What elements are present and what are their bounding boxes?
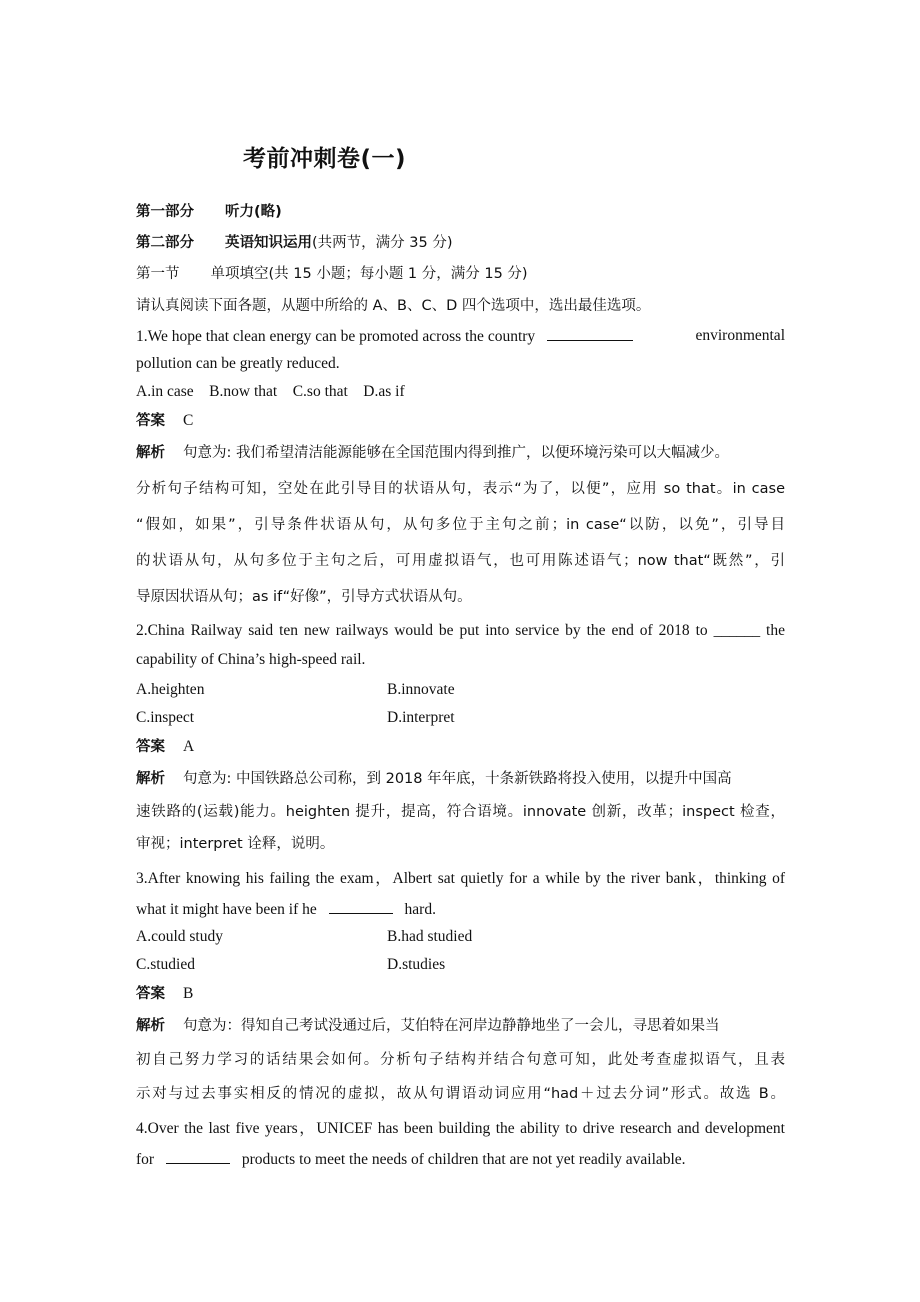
q1-analysis-line5: 导原因状语从句；as if“好像”，引导方式状语从句。 <box>136 589 472 605</box>
analysis-label: 解析 <box>136 771 165 787</box>
q3-option-a[interactable]: A.could study <box>136 928 223 945</box>
part2-note: (共两节，满分 35 分) <box>312 235 453 251</box>
q2-option-b[interactable]: B.innovate <box>387 681 455 698</box>
answer-label: 答案 <box>136 413 165 429</box>
part1-label: 第一部分 <box>136 204 194 220</box>
q3-options-row2 <box>136 955 785 975</box>
q1-analysis-line1 <box>136 443 785 463</box>
q3-stem-pre: what it might have been if he <box>136 901 317 918</box>
q3-answer-value: B <box>183 985 194 1002</box>
q1-answer-value: C <box>183 412 194 429</box>
q2-analysis-line1 <box>136 769 785 789</box>
q4-stem-post: products to meet the needs of children that are not yet readily available. <box>241 1151 686 1168</box>
q1-blank <box>547 326 633 341</box>
q2-options-row1 <box>136 680 785 700</box>
q3-blank <box>329 899 393 914</box>
analysis-text: 句意为: 中国铁路总公司称，到 2018 年年底，十条新铁路将投入使用，以提升中国高 <box>183 771 732 787</box>
section1-text: 单项填空(共 15 小题；每小题 1 分，满分 15 分) <box>210 266 528 282</box>
q1-analysis-line3: “假如，如果”，引导条件状语从句，从句多位于主句之前；in case“以防，以免”，引导目 <box>136 517 785 533</box>
q3-options-row1 <box>136 927 785 947</box>
part1-text: 听力(略) <box>225 204 282 220</box>
q2-stem-line1: 2.China Railway said ten new railways would be put into service by the end of 2018 to ______ the <box>136 622 785 639</box>
q3-analysis-line2: 初自己努力学习的话结果会如何。分析句子结构并结合句意可知，此处考查虚拟语气，且表 <box>136 1052 785 1068</box>
q1-stem-line2: pollution can be greatly reduced. <box>136 355 340 372</box>
part2-label: 第二部分 <box>136 235 194 251</box>
analysis-text: 句意为: 我们希望清洁能源能够在全国范围内得到推广，以便环境污染可以大幅减少。 <box>183 445 729 461</box>
section1-heading <box>136 264 785 284</box>
q1-stem-pre: 1.We hope that clean energy can be promoted across the country <box>136 328 536 345</box>
q1-analysis-line2: 分析句子结构可知，空处在此引导目的状语从句，表示“为了，以便”，应用 so that。in case <box>136 481 785 497</box>
q4-blank <box>166 1149 230 1164</box>
q2-option-c[interactable]: C.inspect <box>136 709 195 726</box>
q2-stem-line2: capability of China’s high-speed rail. <box>136 651 366 668</box>
analysis-label: 解析 <box>136 1018 165 1034</box>
part1-heading <box>136 202 785 222</box>
analysis-label: 解析 <box>136 445 165 461</box>
part2-heading <box>136 233 785 253</box>
q1-answer <box>136 411 785 431</box>
q4-stem-pre: for <box>136 1151 155 1168</box>
q2-option-a[interactable]: A.heighten <box>136 681 205 698</box>
q2-answer-value: A <box>183 738 195 755</box>
q1-stem-post: environmental <box>695 327 785 344</box>
q2-options-row2 <box>136 708 785 728</box>
q3-stem-line1: 3.After knowing his failing the exam，Albert sat quietly for a while by the river bank，thinking of <box>136 870 785 887</box>
q1-stem-line1 <box>136 326 785 347</box>
q2-analysis-line2: 速铁路的(运载)能力。heighten 提升，提高，符合语境。innovate 创新，改革；inspect 检查， <box>136 804 785 820</box>
q4-stem-line2 <box>136 1149 785 1170</box>
section1-label: 第一节 <box>136 266 180 282</box>
q2-answer <box>136 737 785 757</box>
q3-analysis-line1 <box>136 1016 785 1036</box>
q3-option-d[interactable]: D.studies <box>387 956 446 973</box>
q1-analysis-line4: 的状语从句，从句多位于主句之后，可用虚拟语气，也可用陈述语气；now that“既然”，引 <box>136 553 785 569</box>
answer-label: 答案 <box>136 739 165 755</box>
q4-stem-line1: 4.Over the last five years，UNICEF has been building the ability to drive research and development <box>136 1120 785 1137</box>
q2-analysis-line3: 审视；interpret 诠释，说明。 <box>136 836 335 852</box>
q3-option-b[interactable]: B.had studied <box>387 928 473 945</box>
answer-label: 答案 <box>136 986 165 1002</box>
page-title: 考前冲刺卷(一) <box>242 146 407 172</box>
q3-option-c[interactable]: C.studied <box>136 956 195 973</box>
q3-stem-line2 <box>136 899 785 920</box>
q1-options: A.in case B.now that C.so that D.as if <box>136 383 405 400</box>
instruction: 请认真阅读下面各题，从题中所给的 A、B、C、D 四个选项中，选出最佳选项。 <box>136 298 651 314</box>
q3-answer <box>136 984 785 1004</box>
part2-title: 英语知识运用 <box>225 235 312 251</box>
q3-stem-post: hard. <box>404 901 436 918</box>
q2-option-d[interactable]: D.interpret <box>387 709 455 726</box>
analysis-text: 句意为：得知自己考试没通过后，艾伯特在河岸边静静地坐了一会儿，寻思着如果当 <box>183 1018 720 1034</box>
q3-analysis-line3: 示对与过去事实相反的情况的虚拟，故从句谓语动词应用“had＋过去分词”形式。故选 B。 <box>136 1086 785 1102</box>
